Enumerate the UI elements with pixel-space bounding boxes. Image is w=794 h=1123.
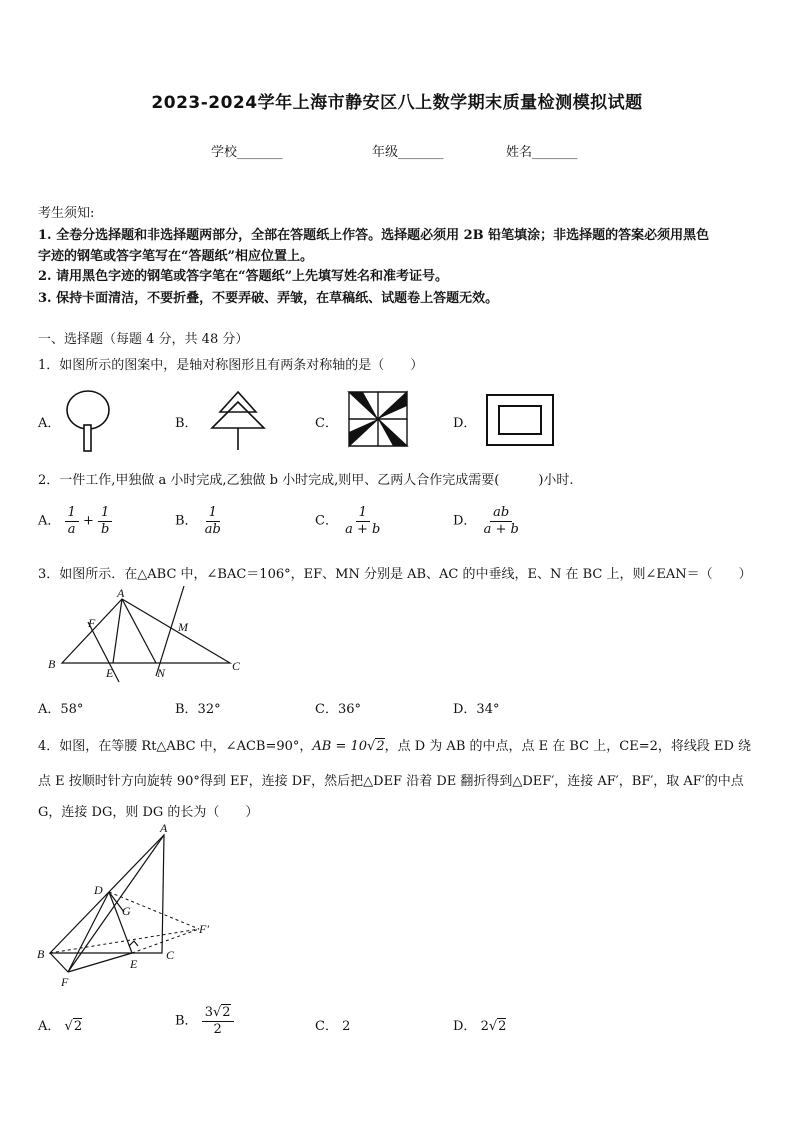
q1-option-a-label[interactable]: A． bbox=[38, 416, 61, 431]
q2-option-c-label: C． bbox=[315, 513, 338, 529]
q2-c-numerator: 1 bbox=[356, 505, 370, 522]
q4-line-1-part-1: 4．如图，在等腰 Rt△ABC 中，∠ACB=90°， bbox=[38, 739, 313, 754]
q2-option-a[interactable] bbox=[38, 505, 112, 537]
q3-label-e: E bbox=[106, 666, 114, 680]
q4-option-a-label: A． bbox=[38, 1019, 61, 1034]
q3-label-a: A bbox=[117, 586, 125, 600]
question-2-stem: 2．一件工作,甲独做 a 小时完成,乙独做 b 小时完成,则甲、乙两人合作完成需要( )小时. bbox=[38, 473, 574, 488]
question-3-stem: 3．如图所示．在△ABC 中，∠BAC＝106°，EF、MN 分别是 AB、AC 的中垂线，E、N 在 BC 上，则∠EAN＝（ ） bbox=[38, 567, 752, 582]
q4-option-d[interactable] bbox=[453, 1015, 506, 1034]
page-title: 2023-2024学年上海市静安区八上数学期末质量检测模拟试题 bbox=[151, 93, 643, 113]
q1-option-d-label[interactable]: D． bbox=[453, 416, 477, 431]
q3-triangle-diagram bbox=[44, 586, 254, 686]
q2-option-c[interactable] bbox=[315, 505, 383, 537]
name-field[interactable]: 姓名_______ bbox=[506, 145, 578, 160]
q2-b-numerator: 1 bbox=[206, 505, 220, 522]
q2-b-denominator: ab bbox=[204, 521, 221, 537]
notice-item-1-line-2: 字迹的钢笔或答字笔写在“答题纸”相应位置上。 bbox=[38, 249, 313, 264]
q4-b-sqrt: √2 bbox=[212, 1005, 231, 1020]
q1-figure-b bbox=[202, 388, 274, 454]
q2-option-d-label: D． bbox=[453, 513, 477, 529]
q4-option-b-label: B． bbox=[175, 1013, 198, 1029]
q4-option-a[interactable] bbox=[38, 1015, 82, 1034]
q4-label-c: C bbox=[166, 948, 175, 962]
q2-a-numerator-1: 1 bbox=[65, 505, 79, 522]
notice-item-3: 3. 保持卡面清洁，不要折叠，不要弄破、弄皱，在草稿纸、试题卷上答题无效。 bbox=[38, 291, 499, 306]
question-4-line-2: 点 E 按顺时针方向旋转 90°得到 EF，连接 DF，然后把△DEF 沿着 DE 翻折得到△DEF′，连接 AF′，BF′，取 AF′的中点 bbox=[38, 774, 744, 789]
q1-option-c-label[interactable]: C． bbox=[315, 416, 338, 431]
question-4-line-3: G，连接 DG，则 DG 的长为（ ） bbox=[38, 805, 259, 820]
q4-label-b: B bbox=[37, 947, 45, 961]
q2-a-plus: + bbox=[82, 513, 94, 529]
question-4-line-1 bbox=[38, 735, 751, 754]
q4-option-b[interactable] bbox=[175, 1005, 234, 1037]
q2-a-denominator-2: b bbox=[101, 521, 110, 537]
q3-label-c: C bbox=[232, 659, 241, 673]
q4-triangle-diagram bbox=[34, 820, 224, 992]
q2-d-numerator: ab bbox=[490, 505, 512, 522]
q4-d-coefficient: 2 bbox=[480, 1019, 489, 1034]
q1-option-b-label[interactable]: B． bbox=[175, 416, 198, 431]
school-field[interactable]: 学校_______ bbox=[211, 145, 283, 160]
q2-c-denominator: a + b bbox=[345, 521, 381, 537]
q4-label-f-prime: F′ bbox=[199, 922, 209, 936]
q2-option-d[interactable] bbox=[453, 505, 522, 537]
q3-label-f: F bbox=[88, 616, 96, 630]
q4-b-denominator: 2 bbox=[213, 1021, 222, 1037]
q4-label-e: E bbox=[130, 957, 138, 971]
q4-line-1-part-2: ，点 D 为 AB 的中点，点 E 在 BC 上，CE=2，将线段 ED 绕 bbox=[384, 739, 752, 754]
q3-label-b: B bbox=[48, 657, 56, 671]
section-heading: 一、选择题（每题 4 分，共 48 分） bbox=[38, 332, 249, 347]
question-1-stem: 1．如图所示的图案中，是轴对称图形且有两条对称轴的是（ ） bbox=[38, 358, 424, 373]
q4-ab-sqrt: √2 bbox=[367, 739, 385, 754]
q4-d-radicand: 2 bbox=[498, 1019, 507, 1034]
q4-ab-radicand: 2 bbox=[376, 739, 385, 754]
q4-option-c[interactable] bbox=[315, 1015, 350, 1034]
q4-b-radicand: 2 bbox=[222, 1005, 231, 1020]
q2-option-b[interactable] bbox=[175, 505, 224, 537]
q4-c-value: 2 bbox=[342, 1019, 351, 1034]
q4-label-a: A bbox=[160, 821, 168, 835]
q3-option-c[interactable]: C．36° bbox=[315, 702, 361, 717]
q4-option-d-label: D． bbox=[453, 1019, 477, 1034]
q3-label-m: M bbox=[178, 620, 188, 634]
notice-item-2: 2. 请用黑色字迹的钢笔或答字笔在“答题纸”上先填写姓名和准考证号。 bbox=[38, 269, 449, 284]
q3-option-d[interactable]: D．34° bbox=[453, 702, 500, 717]
q2-option-a-label: A． bbox=[38, 513, 61, 529]
q4-d-sqrt: √2 bbox=[488, 1019, 507, 1034]
q1-figure-a bbox=[60, 388, 116, 454]
q2-d-denominator: a + b bbox=[483, 521, 519, 537]
q4-label-d: D bbox=[94, 883, 103, 897]
q3-option-a[interactable]: A．58° bbox=[38, 702, 84, 717]
notice-item-1-line-1: 1. 全卷分选择题和非选择题两部分，全部在答题纸上作答。选择题必须用 2B 铅笔填涂；非选择题的答案必须用黑色 bbox=[38, 228, 710, 243]
grade-field[interactable]: 年级_______ bbox=[372, 145, 444, 160]
q3-option-b[interactable]: B．32° bbox=[175, 702, 221, 717]
q2-option-b-label: B． bbox=[175, 513, 198, 529]
q2-a-denominator-1: a bbox=[67, 521, 76, 537]
q4-label-f: F bbox=[61, 975, 69, 989]
q1-figure-d bbox=[484, 392, 556, 448]
q4-ab-expression bbox=[312, 739, 384, 754]
q4-label-g: G bbox=[122, 904, 131, 918]
q4-b-numerator bbox=[202, 1005, 234, 1022]
q1-figure-c bbox=[345, 388, 411, 450]
notice-heading: 考生须知: bbox=[38, 206, 95, 221]
q4-b-coefficient: 3 bbox=[204, 1005, 213, 1020]
q4-a-radicand: 2 bbox=[73, 1019, 83, 1034]
q4-ab-value: AB = 10 bbox=[312, 739, 368, 754]
q4-a-sqrt: √2 bbox=[64, 1019, 83, 1034]
q4-option-c-label: C． bbox=[315, 1019, 338, 1034]
q3-label-n: N bbox=[157, 666, 166, 680]
q2-a-numerator-2: 1 bbox=[98, 505, 112, 522]
